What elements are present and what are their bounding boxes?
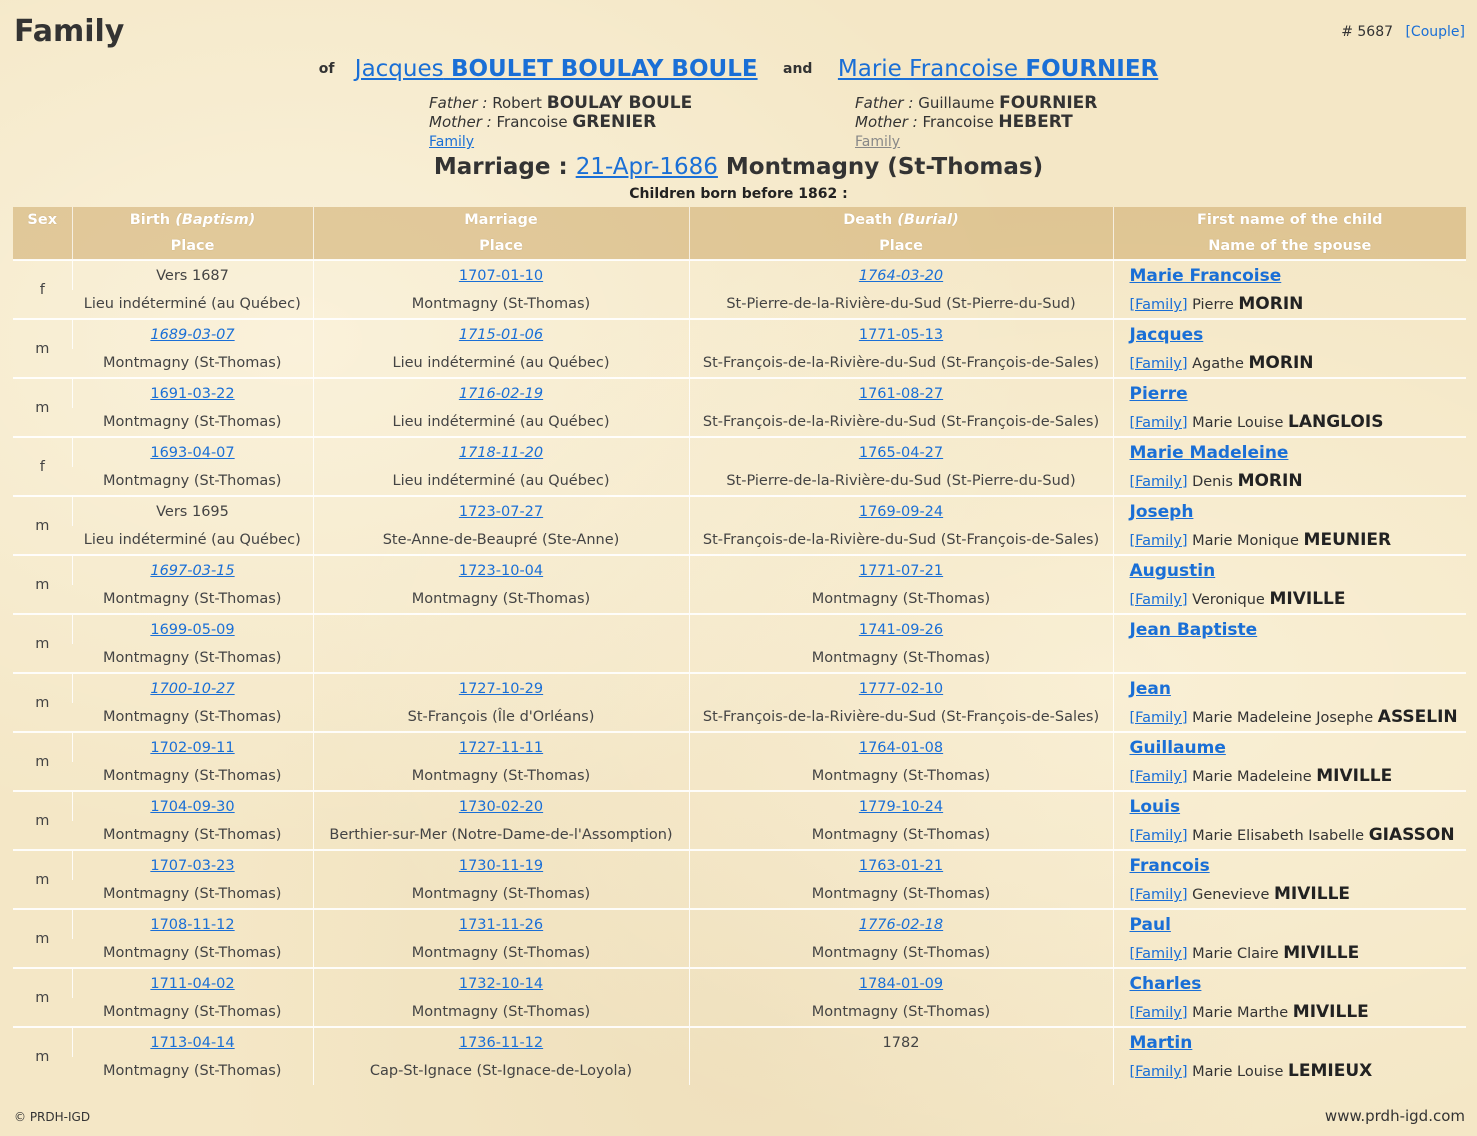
of-label: of [318, 61, 335, 77]
page-title: Family [14, 14, 125, 49]
header-sex: Sex [13, 207, 72, 233]
spouse-cell [1113, 290, 1466, 319]
birth-place: Lieu indéterminé (au Québec) [83, 532, 301, 548]
marriage-cell [313, 909, 689, 939]
child-name-cell [1113, 791, 1466, 821]
spouse-cell [1113, 467, 1466, 496]
death-place: St-François-de-la-Rivière-du-Sud (St-François-de-Sales) [689, 703, 1113, 732]
marriage-cell [313, 378, 689, 408]
sex-cell: m [13, 850, 72, 909]
marriage-date[interactable]: 1723-07-27 [458, 503, 544, 520]
marriage-place: Lieu indéterminé (au Québec) [313, 467, 689, 496]
birth-date: Vers 1695 [156, 503, 229, 520]
birth-date[interactable]: 1699-05-09 [150, 621, 235, 638]
table-row-places [13, 526, 1466, 555]
table-row-places [13, 939, 1466, 968]
spouse-name: Veronique MIVILLE [1192, 589, 1346, 609]
death-cell [689, 260, 1113, 290]
birth-cell [72, 909, 313, 939]
birth-cell [72, 850, 313, 880]
spouse-name: Denis MORIN [1192, 471, 1303, 491]
marriage-cell [313, 732, 689, 762]
child-name-cell [1113, 673, 1466, 703]
child-name-cell [1113, 968, 1466, 998]
sex-cell: m [13, 319, 72, 378]
child-name-link[interactable]: Marie Madeleine [1129, 442, 1289, 463]
death-cell [689, 555, 1113, 585]
wife-parents-family-link[interactable]: Family [855, 134, 901, 150]
table-row-places [13, 821, 1466, 850]
death-place: Montmagny (St-Thomas) [689, 880, 1113, 909]
table-row [13, 850, 1466, 880]
spouse-name: Marie Louise LANGLOIS [1192, 412, 1384, 432]
table-row [13, 673, 1466, 703]
table-row [13, 732, 1466, 762]
table-row [13, 496, 1466, 526]
spouse-cell [1113, 703, 1466, 732]
birth-place: Lieu indéterminé (au Québec) [83, 296, 301, 312]
birth-cell [72, 260, 313, 290]
death-cell [689, 614, 1113, 644]
birth-place: Montmagny (St-Thomas) [103, 768, 282, 784]
death-cell [689, 791, 1113, 821]
birth-date[interactable]: 1691-03-22 [150, 385, 235, 402]
birth-date[interactable]: 1697-03-15 [150, 562, 235, 579]
sex-cell: m [13, 909, 72, 968]
table-row-places [13, 644, 1466, 673]
birth-cell [72, 496, 313, 526]
spouse-name: Marie Madeleine MIVILLE [1192, 766, 1393, 786]
sex-cell: m [13, 673, 72, 732]
death-cell [689, 496, 1113, 526]
spouse-cell [1113, 644, 1466, 673]
marriage-place: St-François (Île d'Orléans) [313, 703, 689, 732]
child-name-cell [1113, 850, 1466, 880]
marriage-cell [313, 791, 689, 821]
death-date[interactable]: 1771-07-21 [858, 562, 944, 579]
marriage-place: Montmagny (St-Thomas) [313, 762, 689, 791]
marriage-cell [313, 437, 689, 467]
child-name-link[interactable]: Augustin [1129, 560, 1216, 581]
marriage-place: Montmagny (St-Thomas) [725, 154, 1044, 180]
table-row [13, 968, 1466, 998]
spouse-name: Agathe MORIN [1192, 353, 1314, 373]
spouse-cell [1113, 998, 1466, 1027]
marriage-date[interactable]: 1732-10-14 [458, 975, 544, 992]
death-cell [689, 909, 1113, 939]
table-row [13, 909, 1466, 939]
birth-date[interactable]: 1689-03-07 [150, 326, 235, 343]
spouse-family-link[interactable]: [Family] [1129, 533, 1188, 549]
husband-link[interactable]: Jacques BOULET BOULAY BOULE [354, 56, 758, 82]
birth-cell [72, 968, 313, 998]
child-name-link[interactable]: Jean Baptiste [1129, 619, 1258, 640]
spouse-cell [1113, 880, 1466, 909]
spouse-family-link[interactable]: [Family] [1129, 592, 1188, 608]
death-cell [689, 850, 1113, 880]
birth-cell [72, 791, 313, 821]
death-date: 1782 [882, 1034, 920, 1051]
spouses-heading [0, 56, 1477, 82]
marriage-place: Cap-St-Ignace (St-Ignace-de-Loyola) [313, 1057, 689, 1085]
header-birth: Birth (Baptism) [72, 207, 313, 233]
death-date[interactable]: 1764-03-20 [858, 267, 944, 284]
sex-cell: m [13, 968, 72, 1027]
birth-place: Montmagny (St-Thomas) [103, 650, 282, 666]
sex-cell: f [13, 437, 72, 496]
death-cell [689, 378, 1113, 408]
child-name-cell [1113, 378, 1466, 408]
birth-date[interactable]: 1704-09-30 [150, 798, 235, 815]
birth-date[interactable]: 1707-03-23 [150, 857, 235, 874]
death-date[interactable]: 1777-02-10 [858, 680, 944, 697]
spouse-cell [1113, 939, 1466, 968]
child-name-link[interactable]: Joseph [1129, 501, 1194, 522]
birth-place: Montmagny (St-Thomas) [103, 827, 282, 843]
child-name-cell [1113, 496, 1466, 526]
child-name-link[interactable]: Charles [1129, 973, 1202, 994]
spouse-cell [1113, 526, 1466, 555]
table-row [13, 437, 1466, 467]
marriage-heading: Marriage : 21-Apr-1686 Montmagny (St-Thomas) [433, 154, 1044, 180]
marriage-place: Montmagny (St-Thomas) [313, 880, 689, 909]
marriage-cell [313, 850, 689, 880]
sex-cell: m [13, 614, 72, 673]
marriage-cell [313, 496, 689, 526]
spouse-name: Marie Elisabeth Isabelle GIASSON [1192, 825, 1455, 845]
marriage-cell [313, 673, 689, 703]
marriage-cell [313, 614, 689, 644]
table-row [13, 555, 1466, 585]
header-birth-place: Place [72, 233, 313, 260]
copyright: © PRDH-IGD [14, 1110, 91, 1124]
marriage-place [313, 644, 689, 673]
child-name-cell [1113, 614, 1466, 644]
marriage-place: Berthier-sur-Mer (Notre-Dame-de-l'Assomption) [313, 821, 689, 850]
death-place: Montmagny (St-Thomas) [689, 939, 1113, 968]
death-date[interactable]: 1779-10-24 [858, 798, 944, 815]
table-row-places [13, 1057, 1466, 1085]
marriage-cell [313, 319, 689, 349]
child-name-link[interactable]: Marie Francoise [1129, 265, 1282, 286]
marriage-place: Montmagny (St-Thomas) [313, 939, 689, 968]
table-row-places [13, 349, 1466, 378]
birth-place: Montmagny (St-Thomas) [103, 1004, 282, 1020]
table-row [13, 378, 1466, 408]
table-row [13, 791, 1466, 821]
death-place: Montmagny (St-Thomas) [689, 998, 1113, 1027]
birth-cell [72, 555, 313, 585]
table-row [13, 1027, 1466, 1057]
child-name-link[interactable]: Paul [1129, 914, 1171, 935]
marriage-date[interactable]: 1730-02-20 [458, 798, 544, 815]
birth-cell [72, 437, 313, 467]
spouse-name: Genevieve MIVILLE [1192, 884, 1351, 904]
table-row [13, 260, 1466, 290]
table-row-places [13, 880, 1466, 909]
sex-cell: m [13, 378, 72, 437]
death-date[interactable]: 1765-04-27 [858, 444, 944, 461]
husband-parents-family-link[interactable]: Family [429, 134, 475, 150]
spouse-cell [1113, 821, 1466, 850]
marriage-date[interactable]: 1716-02-19 [458, 385, 544, 402]
child-name-link[interactable]: Jacques [1129, 324, 1204, 345]
spouse-cell [1113, 408, 1466, 437]
death-place: Montmagny (St-Thomas) [689, 585, 1113, 614]
spouse-family-link[interactable]: [Family] [1129, 828, 1188, 844]
death-cell [689, 732, 1113, 762]
husband-parents: Father : Robert BOULAY BOULE Mother : Francoise GRENIER Family [429, 93, 693, 150]
birth-date[interactable]: 1708-11-12 [150, 916, 235, 933]
birth-place: Montmagny (St-Thomas) [103, 414, 282, 430]
birth-cell [72, 732, 313, 762]
marriage-place: Montmagny (St-Thomas) [313, 585, 689, 614]
spouse-cell [1113, 762, 1466, 791]
header-sex-blank [13, 233, 72, 260]
birth-date[interactable]: 1700-10-27 [150, 680, 235, 697]
sex-cell: m [13, 496, 72, 555]
birth-cell [72, 319, 313, 349]
child-name-cell [1113, 555, 1466, 585]
spouse-name: Marie Marthe MIVILLE [1192, 1002, 1369, 1022]
child-name-link[interactable]: Martin [1129, 1032, 1193, 1053]
marriage-date[interactable]: 1727-10-29 [458, 680, 544, 697]
death-date[interactable]: 1769-09-24 [858, 503, 944, 520]
death-place: St-Pierre-de-la-Rivière-du-Sud (St-Pierre-du-Sud) [689, 290, 1113, 319]
header-spouse: Name of the spouse [1113, 233, 1466, 260]
death-date[interactable]: 1763-01-21 [858, 857, 944, 874]
spouse-family-link[interactable]: [Family] [1129, 1005, 1188, 1021]
table-row [13, 614, 1466, 644]
marriage-place: Lieu indéterminé (au Québec) [313, 408, 689, 437]
birth-date: Vers 1687 [156, 267, 229, 284]
sex-cell: m [13, 732, 72, 791]
child-name-link[interactable]: Francois [1129, 855, 1210, 876]
sex-cell: m [13, 555, 72, 614]
spouse-name: Marie Madeleine Josephe ASSELIN [1192, 707, 1458, 727]
child-name-link[interactable]: Guillaume [1129, 737, 1226, 758]
table-row-places [13, 408, 1466, 437]
children-title: Children born before 1862 : [629, 186, 848, 202]
spouse-family-link[interactable]: [Family] [1129, 415, 1188, 431]
spouse-cell [1113, 585, 1466, 614]
couple-link[interactable]: [Couple] [1405, 24, 1465, 40]
spouse-cell [1113, 349, 1466, 378]
birth-place: Montmagny (St-Thomas) [103, 945, 282, 961]
death-cell [689, 319, 1113, 349]
header-child: First name of the child [1113, 207, 1466, 233]
header-marriage: Marriage [313, 207, 689, 233]
marriage-cell [313, 260, 689, 290]
children-table [13, 207, 1466, 1085]
death-cell [689, 1027, 1113, 1057]
table-row-places [13, 467, 1466, 496]
header-death: Death (Burial) [689, 207, 1113, 233]
children-table-body [13, 260, 1466, 1085]
death-date[interactable]: 1784-01-09 [858, 975, 944, 992]
birth-date[interactable]: 1693-04-07 [150, 444, 235, 461]
record-info [1341, 24, 1465, 40]
death-date[interactable]: 1761-08-27 [858, 385, 944, 402]
birth-date[interactable]: 1711-04-02 [150, 975, 235, 992]
table-row-places [13, 998, 1466, 1027]
death-place: St-François-de-la-Rivière-du-Sud (St-François-de-Sales) [689, 408, 1113, 437]
marriage-date[interactable]: 1715-01-06 [458, 326, 544, 343]
site-url: www.prdh-igd.com [1324, 1107, 1465, 1125]
death-place [689, 1057, 1113, 1085]
spouse-family-link[interactable]: [Family] [1129, 887, 1188, 903]
birth-place: Montmagny (St-Thomas) [103, 709, 282, 725]
marriage-place: Lieu indéterminé (au Québec) [313, 349, 689, 378]
birth-place: Montmagny (St-Thomas) [103, 473, 282, 489]
death-cell [689, 968, 1113, 998]
marriage-date[interactable]: 1707-01-10 [458, 267, 544, 284]
sex-cell: f [13, 260, 72, 319]
death-date[interactable]: 1741-09-26 [858, 621, 944, 638]
marriage-date[interactable]: 1723-10-04 [458, 562, 544, 579]
marriage-date[interactable]: 1731-11-26 [458, 916, 544, 933]
table-row-places [13, 762, 1466, 791]
child-name-cell [1113, 909, 1466, 939]
death-date[interactable]: 1776-02-18 [858, 916, 944, 933]
death-date[interactable]: 1764-01-08 [858, 739, 944, 756]
birth-cell [72, 1027, 313, 1057]
sex-cell: m [13, 791, 72, 850]
sex-cell: m [13, 1027, 72, 1085]
marriage-cell [313, 968, 689, 998]
spouse-family-link[interactable]: [Family] [1129, 356, 1188, 372]
death-cell [689, 437, 1113, 467]
death-date[interactable]: 1771-05-13 [858, 326, 944, 343]
marriage-date[interactable]: 1730-11-19 [458, 857, 544, 874]
birth-cell [72, 673, 313, 703]
spouse-family-link[interactable]: [Family] [1129, 297, 1188, 313]
wife-parents: Father : Guillaume FOURNIER Mother : Francoise HEBERT Family [855, 93, 1098, 150]
wife-link[interactable]: Marie Francoise FOURNIER [837, 56, 1159, 82]
marriage-date[interactable]: 1727-11-11 [458, 739, 544, 756]
death-place: Montmagny (St-Thomas) [689, 762, 1113, 791]
marriage-place: Montmagny (St-Thomas) [313, 290, 689, 319]
birth-date[interactable]: 1702-09-11 [150, 739, 235, 756]
death-place: St-François-de-la-Rivière-du-Sud (St-François-de-Sales) [689, 349, 1113, 378]
birth-date[interactable]: 1713-04-14 [150, 1034, 235, 1051]
birth-place: Montmagny (St-Thomas) [103, 886, 282, 902]
record-number: # 5687 [1341, 24, 1394, 40]
child-name-cell [1113, 319, 1466, 349]
birth-place: Montmagny (St-Thomas) [103, 1063, 282, 1079]
child-name-link[interactable]: Jean [1129, 678, 1171, 699]
header-death-place: Place [689, 233, 1113, 260]
spouse-cell [1113, 1057, 1466, 1085]
birth-cell [72, 614, 313, 644]
birth-place: Montmagny (St-Thomas) [103, 355, 282, 371]
spouse-family-link[interactable]: [Family] [1129, 710, 1188, 726]
spouse-family-link[interactable]: [Family] [1129, 474, 1188, 490]
death-place: Montmagny (St-Thomas) [689, 821, 1113, 850]
table-row-places [13, 585, 1466, 614]
marriage-cell [313, 555, 689, 585]
marriage-place: Montmagny (St-Thomas) [313, 998, 689, 1027]
spouse-family-link[interactable]: [Family] [1129, 946, 1188, 962]
marriage-cell [313, 1027, 689, 1057]
child-name-cell [1113, 437, 1466, 467]
birth-cell [72, 378, 313, 408]
marriage-date-link[interactable]: 21-Apr-1686 [575, 154, 718, 180]
child-name-link[interactable]: Louis [1129, 796, 1181, 817]
marriage-date[interactable]: 1718-11-20 [458, 444, 544, 461]
death-cell [689, 673, 1113, 703]
child-name-cell [1113, 732, 1466, 762]
death-place: St-François-de-la-Rivière-du-Sud (St-François-de-Sales) [689, 526, 1113, 555]
child-name-cell [1113, 260, 1466, 290]
child-name-cell [1113, 1027, 1466, 1057]
spouse-name: Pierre MORIN [1192, 294, 1304, 314]
table-row [13, 319, 1466, 349]
spouse-name: Marie Monique MEUNIER [1192, 530, 1392, 550]
birth-place: Montmagny (St-Thomas) [103, 591, 282, 607]
spouse-name: Marie Louise LEMIEUX [1192, 1061, 1373, 1081]
spouse-family-link[interactable]: [Family] [1129, 1064, 1188, 1080]
death-place: St-Pierre-de-la-Rivière-du-Sud (St-Pierre-du-Sud) [689, 467, 1113, 496]
marriage-place: Ste-Anne-de-Beaupré (Ste-Anne) [313, 526, 689, 555]
spouse-family-link[interactable]: [Family] [1129, 769, 1188, 785]
header-marriage-place: Place [313, 233, 689, 260]
death-place: Montmagny (St-Thomas) [689, 644, 1113, 673]
child-name-link[interactable]: Pierre [1129, 383, 1188, 404]
marriage-date[interactable]: 1736-11-12 [458, 1034, 544, 1051]
table-row-places [13, 290, 1466, 319]
and-label: and [783, 61, 813, 77]
table-row-places [13, 703, 1466, 732]
spouse-name: Marie Claire MIVILLE [1192, 943, 1360, 963]
